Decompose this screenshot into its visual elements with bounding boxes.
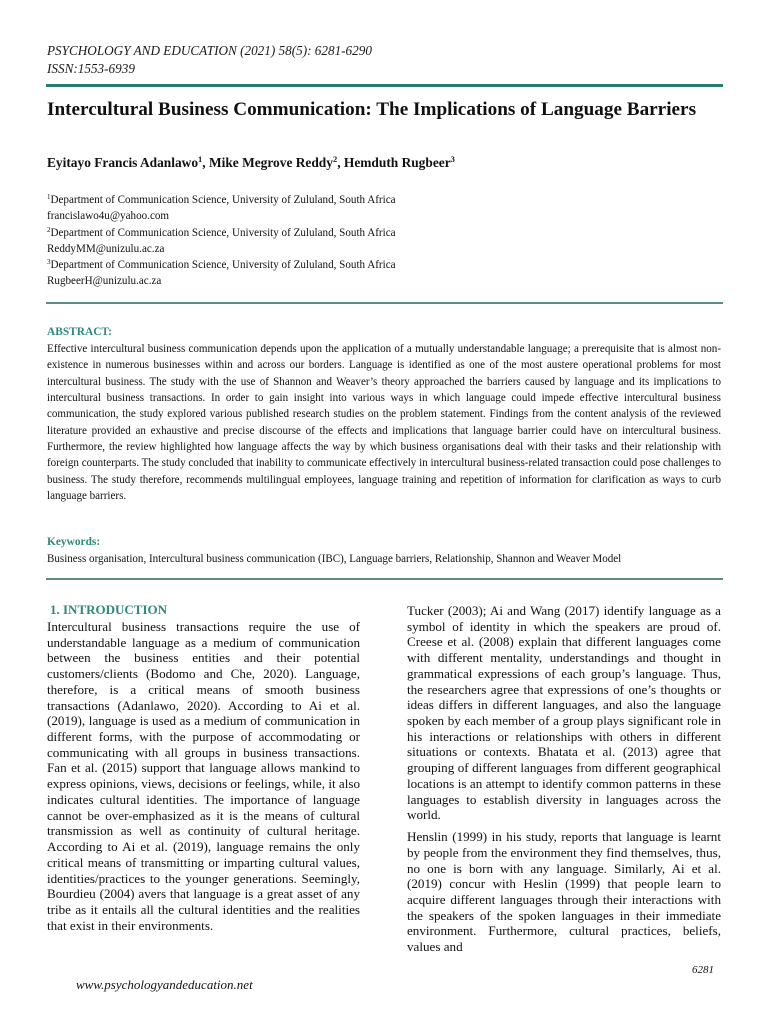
author-superscript: 2	[332, 154, 338, 164]
right-column	[407, 603, 721, 955]
author-superscript: 3	[450, 154, 455, 164]
affiliation-superscript: 2	[47, 225, 51, 234]
section-divider	[46, 578, 723, 580]
issn: ISSN:1553-6939	[47, 61, 135, 76]
author-separator: ,	[202, 155, 209, 170]
affiliation-department	[47, 225, 647, 241]
author-separator: ,	[337, 155, 344, 170]
affiliation-text: Department of Communication Science, University of Zululand, South Africa	[50, 226, 396, 239]
affiliation-text: Department of Communication Science, University of Zululand, South Africa	[50, 194, 396, 206]
affiliation-email: RugbeerH@unizulu.ac.za	[47, 275, 162, 288]
affiliation-email: ReddyMM@unizulu.ac.za	[47, 242, 165, 255]
left-column	[47, 619, 360, 933]
section-divider	[46, 302, 723, 304]
author-name: Hemduth Rugbeer	[343, 155, 451, 170]
introduction-heading: 1. INTRODUCTION	[50, 602, 168, 617]
page-number: 6281	[692, 964, 714, 976]
affiliation-department	[47, 192, 647, 208]
affiliation-email: francislawo4u@yahoo.com	[47, 210, 170, 223]
keywords-label: Keywords:	[47, 536, 101, 548]
affiliation-text: Department of Communication Science, University of Zululand, South Africa	[50, 259, 396, 272]
affiliation-department	[47, 257, 647, 273]
keywords-text: Business organisation, Intercultural business communication (IBC), Language barriers, Relationship, Shannon and Weaver Model	[47, 553, 622, 565]
body-paragraph: Henslin (1999) in his study, reports that language is learnt by people from the environment they find themselves, thus, no one is born with any language. Similarly, Ai et al. (2019) concur with Heslin (1999) that people learn to acquire different languages through their interactions with the speakers of the spoken languages in their immediate environment. Furthermore, cultural practices, beliefs, values and	[407, 829, 721, 955]
affiliation-superscript: 1	[47, 193, 51, 201]
author-name: Mike Megrove Reddy	[208, 155, 333, 170]
author-superscript: 1	[198, 154, 203, 164]
abstract-text: Effective intercultural business communication depends upon the application of a mutually understandable language; a prerequisite that is almost non-existence in numerous businesses within and across our borders. Language is identified as one of the most austere operational problems for most intercultural business. The study with the use of Shannon and Weaver’s theory approached the barriers caused by language and its implications to intercultural business transactions. In order to gain insight into various ways in which language could impede effective intercultural business communication, the study explored various published research studies on the problem statement. Findings from the content analysis of the reviewed literature provided an exhaustive and precise discourse of the effects and implications that language barrier could have on intercultural business. Furthermore, the review highlighted how language affects the way by which business organisations deal with their tasks and their relationship with foreign counterparts. The study concluded that inability to communicate effectively in intercultural business-related transaction could pose challenges to business. The study therefore, recommends multilingual employees, language training and repetition of information for clarification as ways to curb language barriers.	[47, 343, 721, 503]
author-name: Eyitayo Francis Adanlawo	[47, 155, 199, 170]
author-list	[47, 155, 455, 171]
body-paragraph: Intercultural business transactions require the use of understandable language as a medium of communication between the business entities and their potential customers/clients (Bodomo and Che, 2020). Language, therefore, is a critical means of smooth business transactions (Adanlawo, 2020). According to Ai et al. (2019), language is used as a medium of communication in different forms, with the purpose of accommodating or communicating with all groups in business transactions. Fan et al. (2015) support that language allows mankind to express opinions, views, decisions or feelings, while, it also indicates cultural identities. The importance of language cannot be over-emphasized as it is the means of cultural transmission as well as continuity of cultural heritage. According to Ai et al. (2019), language remains the only critical means of transmitting or imparting cultural values, identities/practices to the younger generations. Seemingly, Bourdieu (2004) avers that language is a great asset of any tribe as it entails all the cultural identities and the realities that exist in their environments.	[47, 619, 360, 933]
journal-website: www.psychologyandeducation.net	[76, 977, 253, 992]
affiliation-superscript: 3	[47, 258, 51, 267]
header-rule	[46, 84, 723, 87]
abstract-label: ABSTRACT:	[47, 326, 112, 338]
journal-citation: PSYCHOLOGY AND EDUCATION (2021) 58(5): 6281-6290	[47, 43, 372, 58]
body-paragraph: Tucker (2003); Ai and Wang (2017) identify language as a symbol of identity in which the speakers are proud of. Creese et al. (2008) explain that different languages come with different mentality, understandings and thought in grammatical expressions of each group’s language. Thus, the researchers agree that expressions of one’s thoughts or ideas differs in different languages, and also the language spoken by each member of a group plays significant role in his interactions or relationships with others in different situations or contexts. Bhatata et al. (2013) agree that grouping of different languages from different geographical locations is an attempt to identify common patterns in these languages to establish diversity in languages across the world.	[407, 603, 721, 823]
article-title: Intercultural Business Communication: The Implications of Language Barriers	[47, 99, 697, 120]
affiliations	[47, 192, 647, 290]
